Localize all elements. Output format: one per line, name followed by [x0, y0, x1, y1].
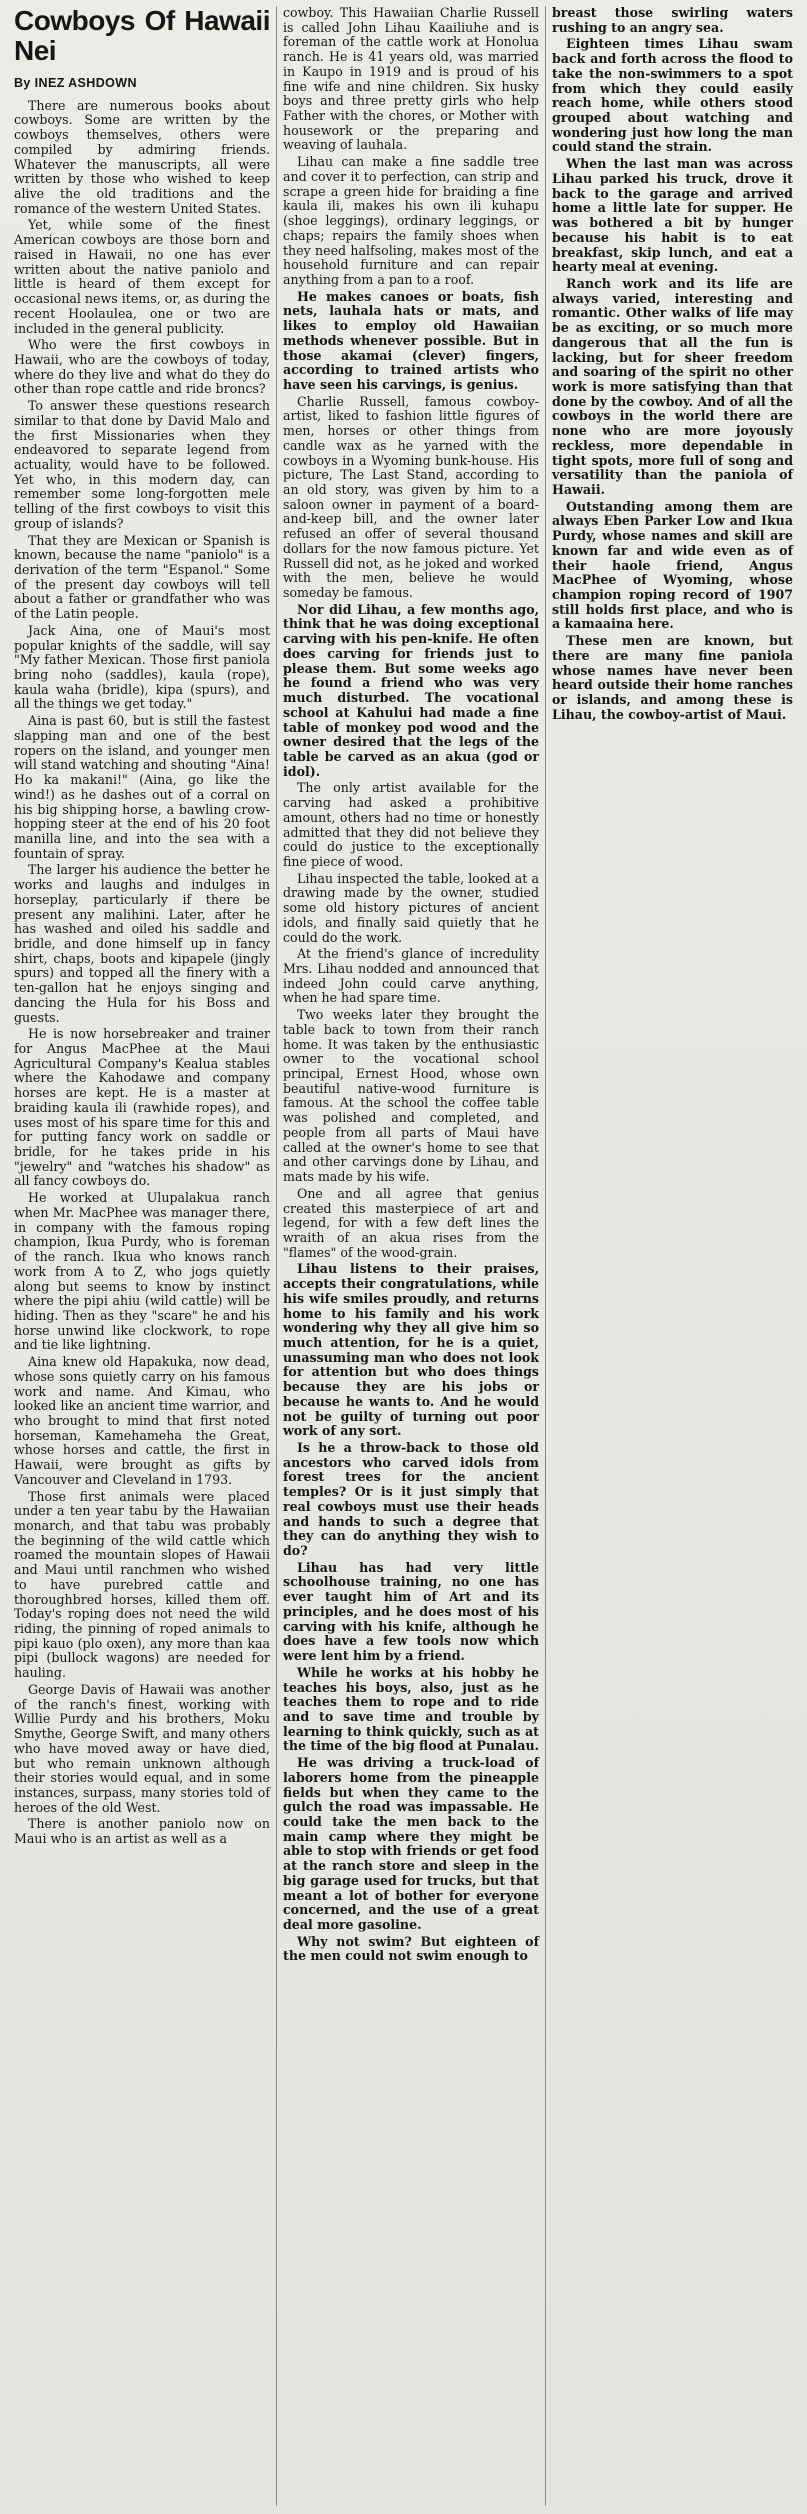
article-paragraph: Jack Aina, one of Maui's most popular knights of the saddle, will say "My father Mexican. Those first paniola bring noho (saddles), kaula (rope), kaula waha (bridle), kipa (spurs), and all the things we get today." — [14, 622, 270, 712]
article-paragraph: Outstanding among them are always Eben Parker Low and Ikua Purdy, whose names and skill are known far and wide even as of their haole friend, Angus MacPhee of Wyoming, whose champion roping record of 1907 still holds first place, and who is a kamaaina here. — [552, 498, 793, 632]
article-paragraph: Lihau inspected the table, looked at a drawing made by the owner, studied some old history pictures of ancient idols, and finally said quietly that he could do the work. — [283, 870, 539, 945]
article-paragraph: Eighteen times Lihau swam back and forth across the flood to take the non-swimmers to a spot from which they could easily reach home, while others stood grouped about watching and wondering just how long the man could stand the strain. — [552, 36, 793, 155]
article-paragraph: Lihau has had very little schoolhouse training, no one has ever taught him of Art and its principles, and he does most of his carving with his knife, although he does have a few tools now which were lent him by a friend. — [283, 1559, 539, 1664]
article-paragraph: He makes canoes or boats, fish nets, lauhala hats or mats, and likes to employ old Hawaiian methods whenever possible. But in those akamai (clever) fingers, according to trained artists who have seen his carvings, is genius. — [283, 288, 539, 392]
article-headline: Cowboys Of Hawaii Nei — [14, 6, 270, 66]
article-paragraph: When the last man was across Lihau parked his truck, drove it back to the garage and arrived home a little late for supper. He was bothered a bit by hunger because his habit is to eat breakfast, skip lunch, and eat a hearty meal at evening. — [552, 156, 793, 275]
article-paragraph: Who were the first cowboys in Hawaii, who are the cowboys of today, where do they live and what do they do other than rope cattle and ride broncs? — [14, 337, 270, 397]
article-paragraph: George Davis of Hawaii was another of the ranch's finest, working with Willie Purdy and his brothers, Moku Smythe, George Swift, and many others who have moved away or have died, but who remain unknown although their stories would equal, and in some instances, surpass, many stories told of heroes of the old West. — [14, 1681, 270, 1815]
article-paragraph: There is another paniolo now on Maui who is an artist as well as a — [14, 1816, 270, 1847]
article-paragraph: At the friend's glance of incredulity Mrs. Lihau nodded and announced that indeed John could carve anything, when he had spare time. — [283, 946, 539, 1006]
article-column-2 — [276, 6, 545, 2506]
article-paragraph: Aina knew old Hapakuka, now dead, whose sons quietly carry on his famous work and name. And Kimau, who looked like an ancient time warrior, and who brought to mind that first noted horseman, Kamehameha the Great, whose horses and cattle, the first in Hawaii, were brought as gifts by Vancouver and Cleveland in 1793. — [14, 1354, 270, 1487]
article-paragraph: Two weeks later they brought the table back to town from their ranch home. It was taken by the enthusiastic owner to the vocational school principal, Ernest Hood, whose own beautiful native-wood furniture is famous. At the school the coffee table was polished and completed, and people from all parts of Maui have called at the owner's home to see that and other carvings done by Lihau, and mats made by his wife. — [283, 1007, 539, 1185]
article-paragraph: Ranch work and its life are always varied, interesting and romantic. Other walks of life may be as exciting, or so much more dangerous that all the fun is lacking, but for sheer freedom and soaring of the spirit no other work is more satisfying than that done by the cowboy. And of all the cowboys in the world there are none who are more joyously reckless, more dependable in tight spots, more full of song and versatility than the paniola of Hawaii. — [552, 275, 793, 497]
article-paragraph: He worked at Ulupalakua ranch when Mr. MacPhee was manager there, in company with the famous roping champion, Ikua Purdy, who is foreman of the ranch. Ikua who knows ranch work from A to Z, who jogs quietly along but seems to know by instinct where the pipi ahiu (wild cattle) will be hiding. Then as they "scare" he and his horse unwind like clockwork, to rope and tie like lightning. — [14, 1190, 270, 1353]
article-paragraph: Is he a throw-back to those old ancestors who carved idols from forest trees for the ancient temples? Or is it just simply that real cowboys must use their heads and hands to such a degree that they can do anything they wish to do? — [283, 1440, 539, 1559]
article-column-1 — [8, 6, 276, 2506]
article-paragraph: Yet, while some of the finest American cowboys are those born and raised in Hawaii, no one has ever written about the native paniolo and little is heard of them except for occasional news items, or, as during the recent Hoolaulea, one or two are included in the general publicity. — [14, 217, 270, 336]
article-paragraph: One and all agree that genius created this masterpiece of art and legend, for with a few deft lines the wraith of an akua rises from the "flames" of the wood-grain. — [283, 1185, 539, 1260]
article-paragraph: Charlie Russell, famous cowboy-artist, liked to fashion little figures of men, horses or other things from candle wax as he yarned with the cowboys in a Wyoming bunk-house. His picture, The Last Stand, according to an old story, was given by him to a saloon owner in payment of a board-and-keep bill, and the owner later refused an offer of several thousand dollars for the now famous picture. Yet Russell did not, as he joked and worked with the men, believe he would someday be famous. — [283, 393, 539, 601]
article-paragraph: These men are known, but there are many fine paniola whose names have never been heard outside their home ranches or islands, and among these is Lihau, the cowboy-artist of Maui. — [552, 633, 793, 722]
article-paragraph: While he works at his hobby he teaches his boys, also, just as he teaches them to rope and to ride and to save time and trouble by learning to think quickly, such as at the time of the big flood at Punalau. — [283, 1664, 539, 1754]
article-paragraph: breast those swirling waters rushing to an angry sea. — [552, 6, 793, 35]
article-paragraph: There are numerous books about cowboys. Some are written by the cowboys themselves, others were compiled by admiring friends. Whatever the manuscripts, all were written by those who wished to keep alive the old traditions and the romance of the western United States. — [14, 97, 270, 216]
article-paragraph: The larger his audience the better he works and laughs and indulges in horseplay, particularly if there be present any malihini. Later, after he has washed and oiled his saddle and bridle, and done himself up in fancy shirt, chaps, boots and kipapele (jingly spurs) and topped all the finery with a ten-gallon hat he enjoys singing and dancing the Hula for his Boss and guests. — [14, 862, 270, 1025]
article-paragraph: Nor did Lihau, a few months ago, think that he was doing exceptional carving with his pen-knife. He often does carving for friends just to please them. But some weeks ago he found a friend who was very much disturbed. The vocational school at Kahului had made a fine table of monkey pod wood and the owner desired that the legs of the table be carved as an akua (god or idol). — [283, 601, 539, 779]
article-paragraph: Those first animals were placed under a ten year tabu by the Hawaiian monarch, and that tabu was probably the beginning of the wild cattle which roamed the mountain slopes of Hawaii and Maui until ranchmen who wished to have purebred cattle and thoroughbred horses, killed them off. Today's roping does not need the wild riding, the pinning of roped animals to pipi kauo (plo oxen), any more than kaa pipi (bullock wagons) are needed for hauling. — [14, 1488, 270, 1681]
article-paragraph: That they are Mexican or Spanish is known, because the name "paniolo" is a derivation of the term "Espanol." Some of the present day cowboys will tell about a father or grandfather who was of the Latin people. — [14, 532, 270, 622]
article-paragraph: He was driving a truck-load of laborers home from the pineapple fields but when they came to the gulch the road was impassable. He could take the men back to the main camp where they might be able to stop with friends or get food at the ranch store and sleep in the big garage used for trucks, but that meant a lot of bother for everyone concerned, and the use of a great deal more gasoline. — [283, 1755, 539, 1932]
article-paragraph: To answer these questions research similar to that done by David Malo and the first Missionaries when they endeavored to separate legend from actuality, would have to be followed. Yet who, in this modern day, can remember some long-forgotten mele telling of the first cowboys to visit this group of islands? — [14, 398, 270, 531]
article-byline: By INEZ ASHDOWN — [14, 76, 137, 90]
article-column-3 — [545, 6, 799, 2506]
article-paragraph: Lihau listens to their praises, accepts their congratulations, while his wife smiles proudly, and returns home to his family and his work wondering why they all give him so much attention, for he is a quiet, unassuming man who does not look for attention but who does things because they are his jobs or because he wants to. And he would not be guilty of turning out poor work of any sort. — [283, 1261, 539, 1439]
article-paragraph: The only artist available for the carving had asked a prohibitive amount, others had no time or honestly admitted that they did not believe they could do justice to the exceptionally fine piece of wood. — [283, 780, 539, 869]
article-paragraph: Lihau can make a fine saddle tree and cover it to perfection, can strip and scrape a green hide for braiding a fine kaula ili, makes his own ili kuhapu (shoe leggings), ordinary leggings, or chaps; repairs the family shoes when they need halfsoling, makes most of the household furniture and can repair anything from a pan to a roof. — [283, 154, 539, 287]
article-paragraph: Aina is past 60, but is still the fastest slapping man and one of the best ropers on the island, and younger men will stand watching and shouting "Aina! Ho ka makani!" (Aina, go like the wind!) as he dashes out of a corral on his big shipping horse, a bawling crow-hopping steer at the end of his 20 foot manilla line, and into the sea with a fountain of spray. — [14, 713, 270, 861]
article-paragraph: He is now horsebreaker and trainer for Angus MacPhee at the Maui Agricultural Company's Kealua stables where the Kahodawe and company horses are kept. He is a master at braiding kaula ili (rawhide ropes), and uses most of his spare time for this and for putting fancy work on saddle or bridle, for he takes pride in his "jewelry" and "watches his shadow" as all fancy cowboys do. — [14, 1026, 270, 1189]
article-paragraph: cowboy. This Hawaiian Charlie Russell is called John Lihau Kaailiuhe and is foreman of the cattle work at Honolua ranch. He is 41 years old, was married in Kaupo in 1919 and is proud of his fine wife and nine children. Six husky boys and three pretty girls who help Father with the chores, or Mother with housework or the preparing and weaving of lauhala. — [283, 6, 539, 153]
article-columns — [8, 6, 799, 2506]
article-paragraph: Why not swim? But eighteen of the men could not swim enough to — [283, 1933, 539, 1964]
